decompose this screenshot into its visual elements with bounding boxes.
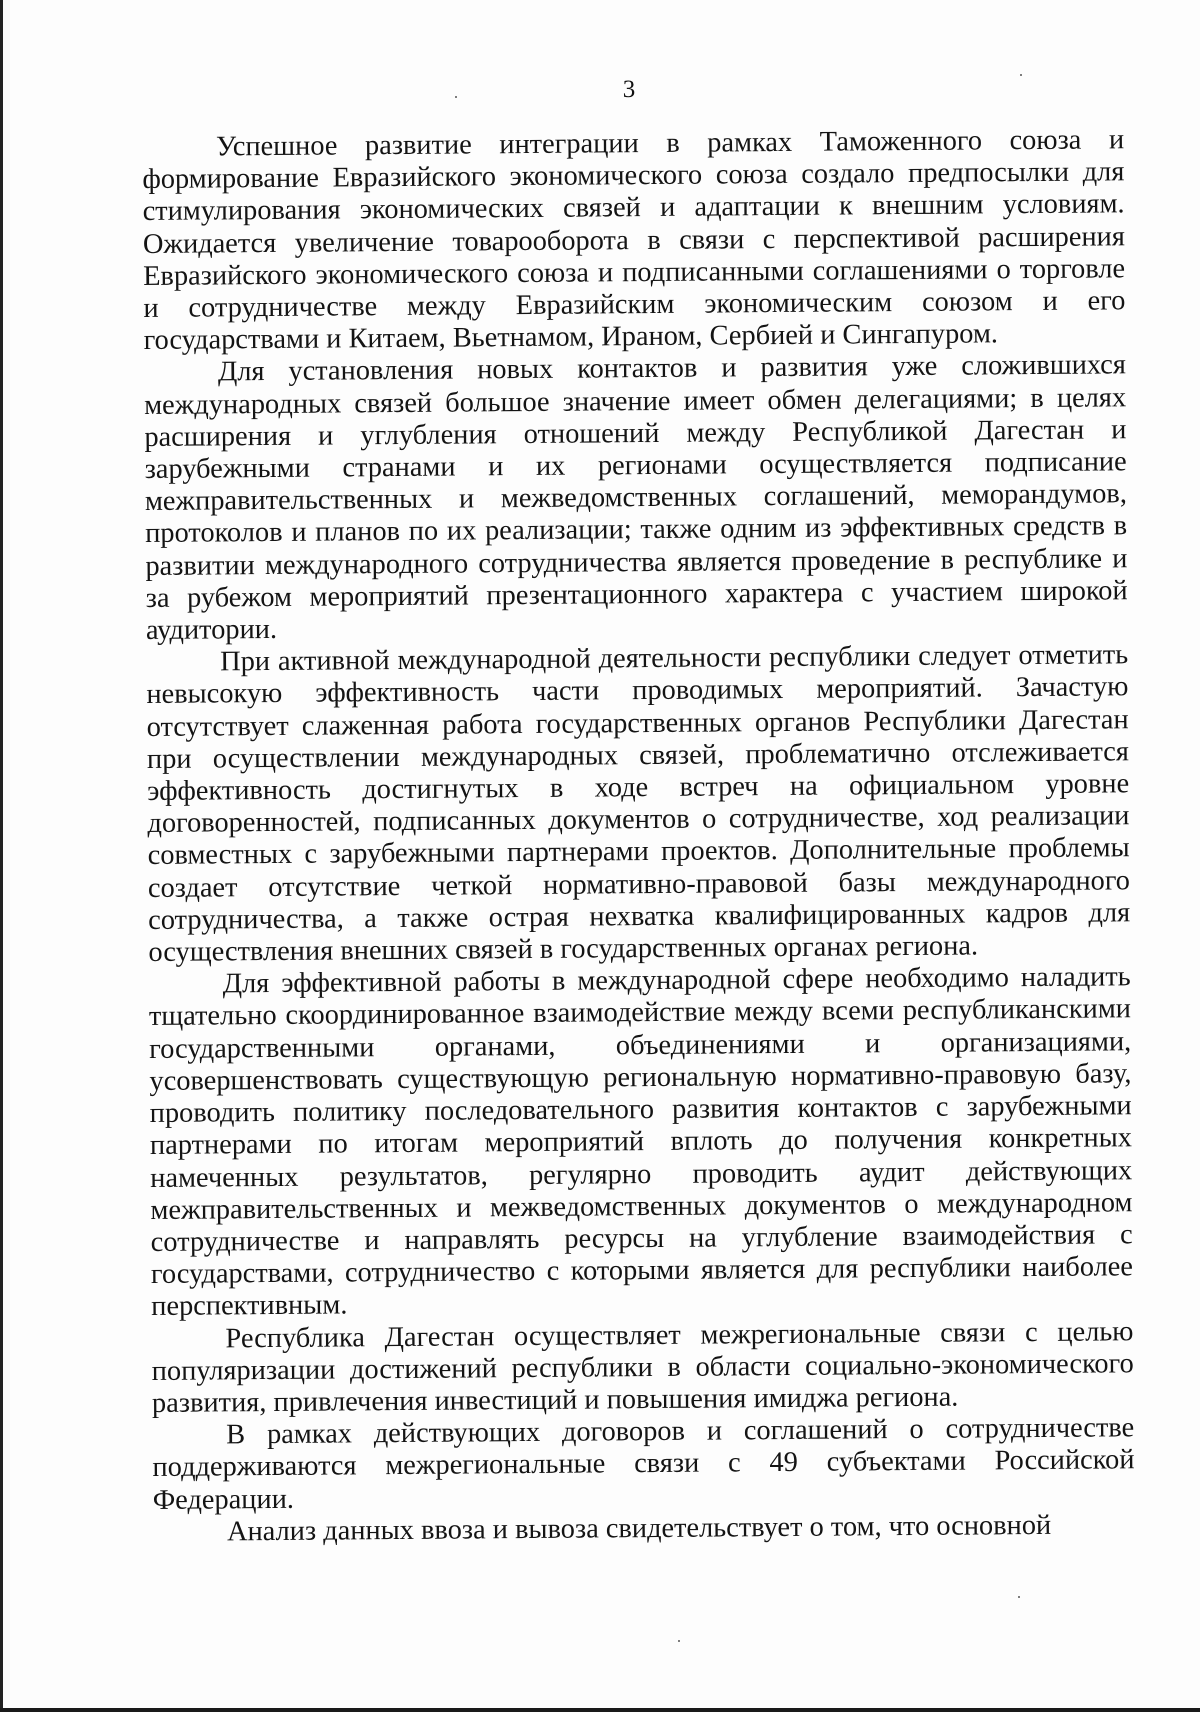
scan-speck bbox=[1018, 1596, 1020, 1598]
scan-edge-left bbox=[0, 0, 3, 1712]
page-number: 3 bbox=[622, 76, 636, 103]
paragraph: В рамках действующих договоров и соглашений о сотрудничестве поддерживаются межрегиональные связи с 49 субъектами Российской Федерации. bbox=[152, 1412, 1135, 1516]
paragraph: Для эффективной работы в международной сфере необходимо наладить тщательно скоординированное взаимодействие между всеми республиканскими государственными органами, объединениями и организациями, усовершенствовать существующую региональную нормативно-правовую базу, проводить политику последовательного развития контактов с зарубежными партнерами по итогам мероприятий вплоть до получения конкретных намеченных результатов, регулярно проводить аудит действующих межправительственных и межведомственных документов о международном сотрудничестве и направлять ресурсы на углубление взаимодействия с государствами, сотрудничество с которыми является для республики наиболее перспективным. bbox=[148, 961, 1134, 1323]
paragraph: Для установления новых контактов и развития уже сложившихся международных связей большое значение имеет обмен делегациями; в целях расширения и углубления отношений между Республикой Дагестан и зарубежными странами и их регионами осуществляется подписание межправительственных и межведомственных соглашений, меморандумов, протоколов и планов по их реализации; также одним из эффективных средств в развитии международного сотрудничества является проведение в республике и за рубежом мероприятий презентационного характера с участием широкой аудитории. bbox=[144, 349, 1128, 647]
document-body bbox=[142, 124, 1135, 1549]
paragraph: Успешное развитие интеграции в рамках Таможенного союза и формирование Евразийского экономического союза создало предпосылки для стимулирования экономических связей и адаптации к внешним условиям. Ожидается увеличение товарооборота в связи с перспективой расширения Евразийского экономического союза и подписанными соглашениями о торговле и сотрудничестве между Евразийским экономическим союзом и его государствами и Китаем, Вьетнамом, Ираном, Сербией и Сингапуром. bbox=[142, 124, 1126, 357]
paragraph: Республика Дагестан осуществляет межрегиональные связи с целью популяризации достижений республики в области социально-экономического развития, привлечения инвестиций и повышения имиджа региона. bbox=[151, 1315, 1134, 1419]
scan-speck bbox=[678, 1640, 680, 1642]
scan-edge-bottom bbox=[0, 1708, 1200, 1712]
paragraph: Анализ данных ввоза и вывоза свидетельствует о том, что основной bbox=[226, 1509, 1052, 1548]
paragraph: При активной международной деятельности республики следует отметить невысокую эффективность части проводимых мероприятий. Зачастую отсутствует слаженная работа государственных органов Республики Дагестан при осуществлении международных связей, проблематично отслеживается эффективность достигнутых в ходе встреч на официальном уровне договоренностей, подписанных документов о сотрудничестве, ход реализации совместных с зарубежными партнерами проектов. Дополнительные проблемы создает отсутствие четкой нормативно-правовой базы международного сотрудничества, а также острая нехватка квалифицированных кадров для осуществления внешних связей в государственных органах региона. bbox=[146, 639, 1131, 969]
